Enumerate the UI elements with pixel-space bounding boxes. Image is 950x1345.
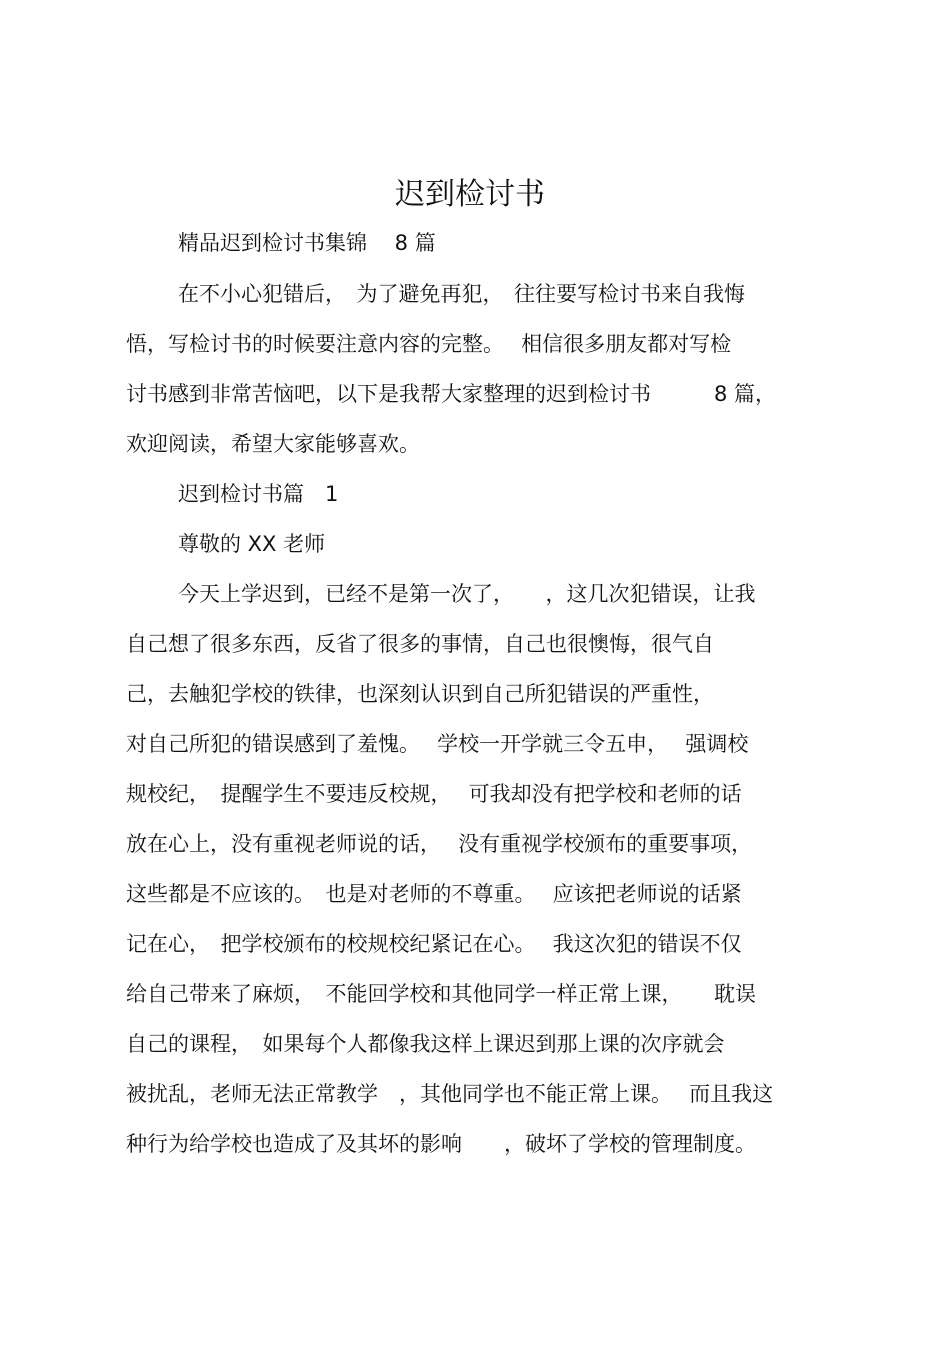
body-line-11: 被扰乱，老师无法正常教学 ，其他同学也不能正常上课。 而且我这 — [126, 1082, 774, 1106]
body-line-9: 给自己带来了麻烦， 不能回学校和其他同学一样正常上课， 耽误 — [126, 982, 756, 1006]
body-line-4: 对自己所犯的错误感到了羞愧。 学校一开学就三令五申， 强调校 — [126, 732, 749, 756]
document-title: 迟到检讨书 — [395, 177, 545, 212]
salutation: 尊敬的 XX 老师 — [178, 532, 326, 556]
intro-line-2: 悟，写检讨书的时候要注意内容的完整。 相信很多朋友都对写检 — [126, 332, 732, 356]
body-line-12: 种行为给学校也造成了及其坏的影响 ，破坏了学校的管理制度。 — [126, 1132, 756, 1156]
body-line-3: 己，去触犯学校的铁律，也深刻认识到自己所犯错误的严重性， — [126, 682, 714, 706]
body-line-7: 这些都是不应该的。 也是对老师的不尊重。 应该把老师说的话紧 — [126, 882, 742, 906]
intro-line-4: 欢迎阅读，希望大家能够喜欢。 — [126, 432, 420, 456]
subtitle-line: 精品迟到检讨书集锦 8 篇 — [178, 231, 436, 255]
body-line-1: 今天上学迟到，已经不是第一次了， ，这几次犯错误，让我 — [178, 582, 756, 606]
body-line-2: 自己想了很多东西，反省了很多的事情，自己也很懊悔，很气自 — [126, 632, 714, 656]
body-line-6: 放在心上，没有重视老师说的话， 没有重视学校颁布的重要事项， — [126, 832, 753, 856]
intro-line-1: 在不小心犯错后， 为了避免再犯， 往往要写检讨书来自我悔 — [178, 282, 745, 306]
section-heading: 迟到检讨书篇 1 — [178, 482, 339, 506]
intro-line-3: 讨书感到非常苦恼吧，以下是我帮大家整理的迟到检讨书 8 篇， — [126, 382, 777, 406]
body-line-10: 自己的课程， 如果每个人都像我这样上课迟到那上课的次序就会 — [126, 1032, 725, 1056]
body-line-5: 规校纪， 提醒学生不要违反校规， 可我却没有把学校和老师的话 — [126, 782, 742, 806]
body-line-8: 记在心， 把学校颁布的校规校纪紧记在心。 我这次犯的错误不仅 — [126, 932, 742, 956]
